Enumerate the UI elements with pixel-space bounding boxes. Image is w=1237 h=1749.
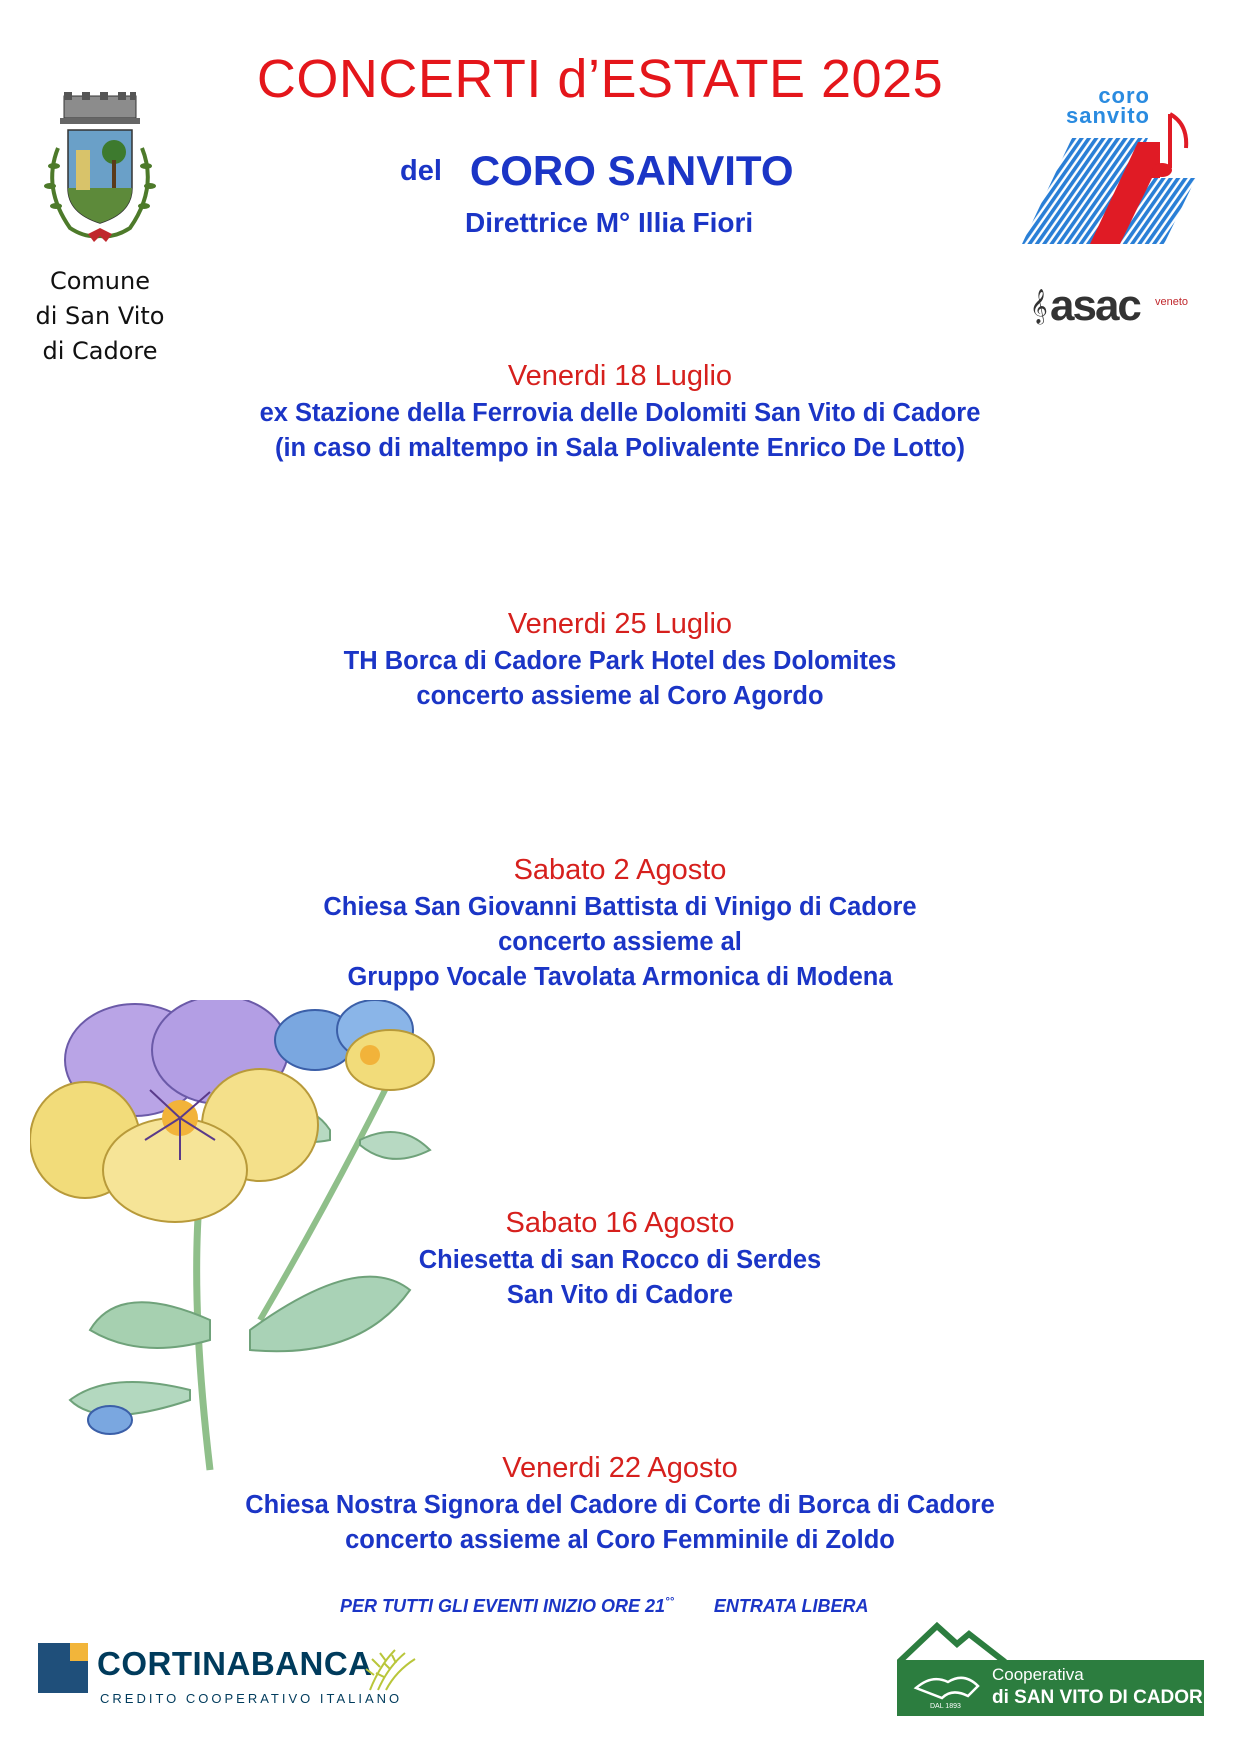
event-note: (in caso di maltempo in Sala Polivalente Enrico De Lotto): [274, 434, 966, 462]
comune-line: di San Vito: [35, 302, 165, 330]
pansy-illustration: [30, 1000, 490, 1480]
asac-logo: asac: [1050, 281, 1140, 330]
coro-logo-line: sanvito: [1065, 103, 1150, 128]
event-date: Venerdi 18 Luglio: [507, 360, 733, 392]
choir-heading: [400, 147, 880, 195]
event-note: concerto assieme al: [498, 928, 742, 956]
coop-line2: di SAN VITO DI CADORE: [992, 1687, 1216, 1708]
event-date: Venerdi 22 Agosto: [502, 1452, 738, 1484]
page-title: CONCERTI d’ESTATE 2025: [256, 49, 944, 109]
coro-logo-line: coro: [1098, 83, 1150, 108]
choir-name: CORO SANVITO: [469, 147, 794, 194]
cooperativa-since: DAL 1893: [930, 1703, 961, 1710]
event-2: [170, 604, 1070, 714]
cortinabanca-subtitle: CREDITO COOPERATIVO ITALIANO: [100, 1691, 403, 1706]
event-venue: Chiesetta di san Rocco di Serdes: [418, 1246, 822, 1274]
del-label: del: [400, 154, 442, 187]
event-info-note: [340, 1596, 940, 1617]
free-entry-note: ENTRATA LIBERA: [713, 1596, 869, 1616]
event-date: Venerdi 25 Luglio: [507, 608, 733, 640]
event-venue: Chiesa Nostra Signora del Cadore di Corte di Borca di Cadore: [245, 1491, 995, 1519]
treble-clef-icon: 𝄞: [1030, 290, 1048, 323]
comune-line: Comune: [49, 267, 150, 295]
event-note: Gruppo Vocale Tavolata Armonica di Modena: [347, 963, 893, 991]
event-note: San Vito di Cadore: [506, 1281, 734, 1309]
asac-region: veneto: [1155, 296, 1189, 308]
cooperativa-name: [992, 1663, 1215, 1709]
event-date: Sabato 2 Agosto: [513, 854, 727, 886]
event-venue: TH Borca di Cadore Park Hotel des Dolomites: [343, 647, 897, 675]
time-superscript: °°: [665, 1596, 674, 1608]
start-time-note: PER TUTTI GLI EVENTI INIZIO ORE 21: [340, 1596, 666, 1616]
director-label: Direttrice M° Illia Fiori: [465, 207, 754, 238]
event-3: [170, 850, 1070, 995]
event-note: concerto assieme al Coro Femminile di Zoldo: [345, 1526, 895, 1554]
event-note: concerto assieme al Coro Agordo: [416, 682, 824, 710]
cooperativa-mountain-icon: [897, 1620, 1007, 1664]
event-date: Sabato 16 Agosto: [505, 1207, 735, 1239]
wheat-icon: [360, 1645, 420, 1695]
cortinabanca-logo-icon: [38, 1643, 88, 1693]
comune-line: di Cadore: [42, 337, 158, 365]
cortinabanca-name: CORTINABANCA: [97, 1645, 373, 1682]
handshake-icon: [912, 1668, 982, 1702]
comune-label: [20, 264, 180, 369]
event-1: [170, 356, 1070, 466]
event-venue: Chiesa San Giovanni Battista di Vinigo di Cadore: [323, 893, 917, 921]
event-venue: ex Stazione della Ferrovia delle Dolomiti San Vito di Cadore: [259, 399, 981, 427]
coro-sanvito-logo-icon: [1020, 103, 1200, 250]
coop-line1: Cooperativa: [992, 1665, 1084, 1684]
comune-coat-of-arms: [30, 88, 170, 258]
